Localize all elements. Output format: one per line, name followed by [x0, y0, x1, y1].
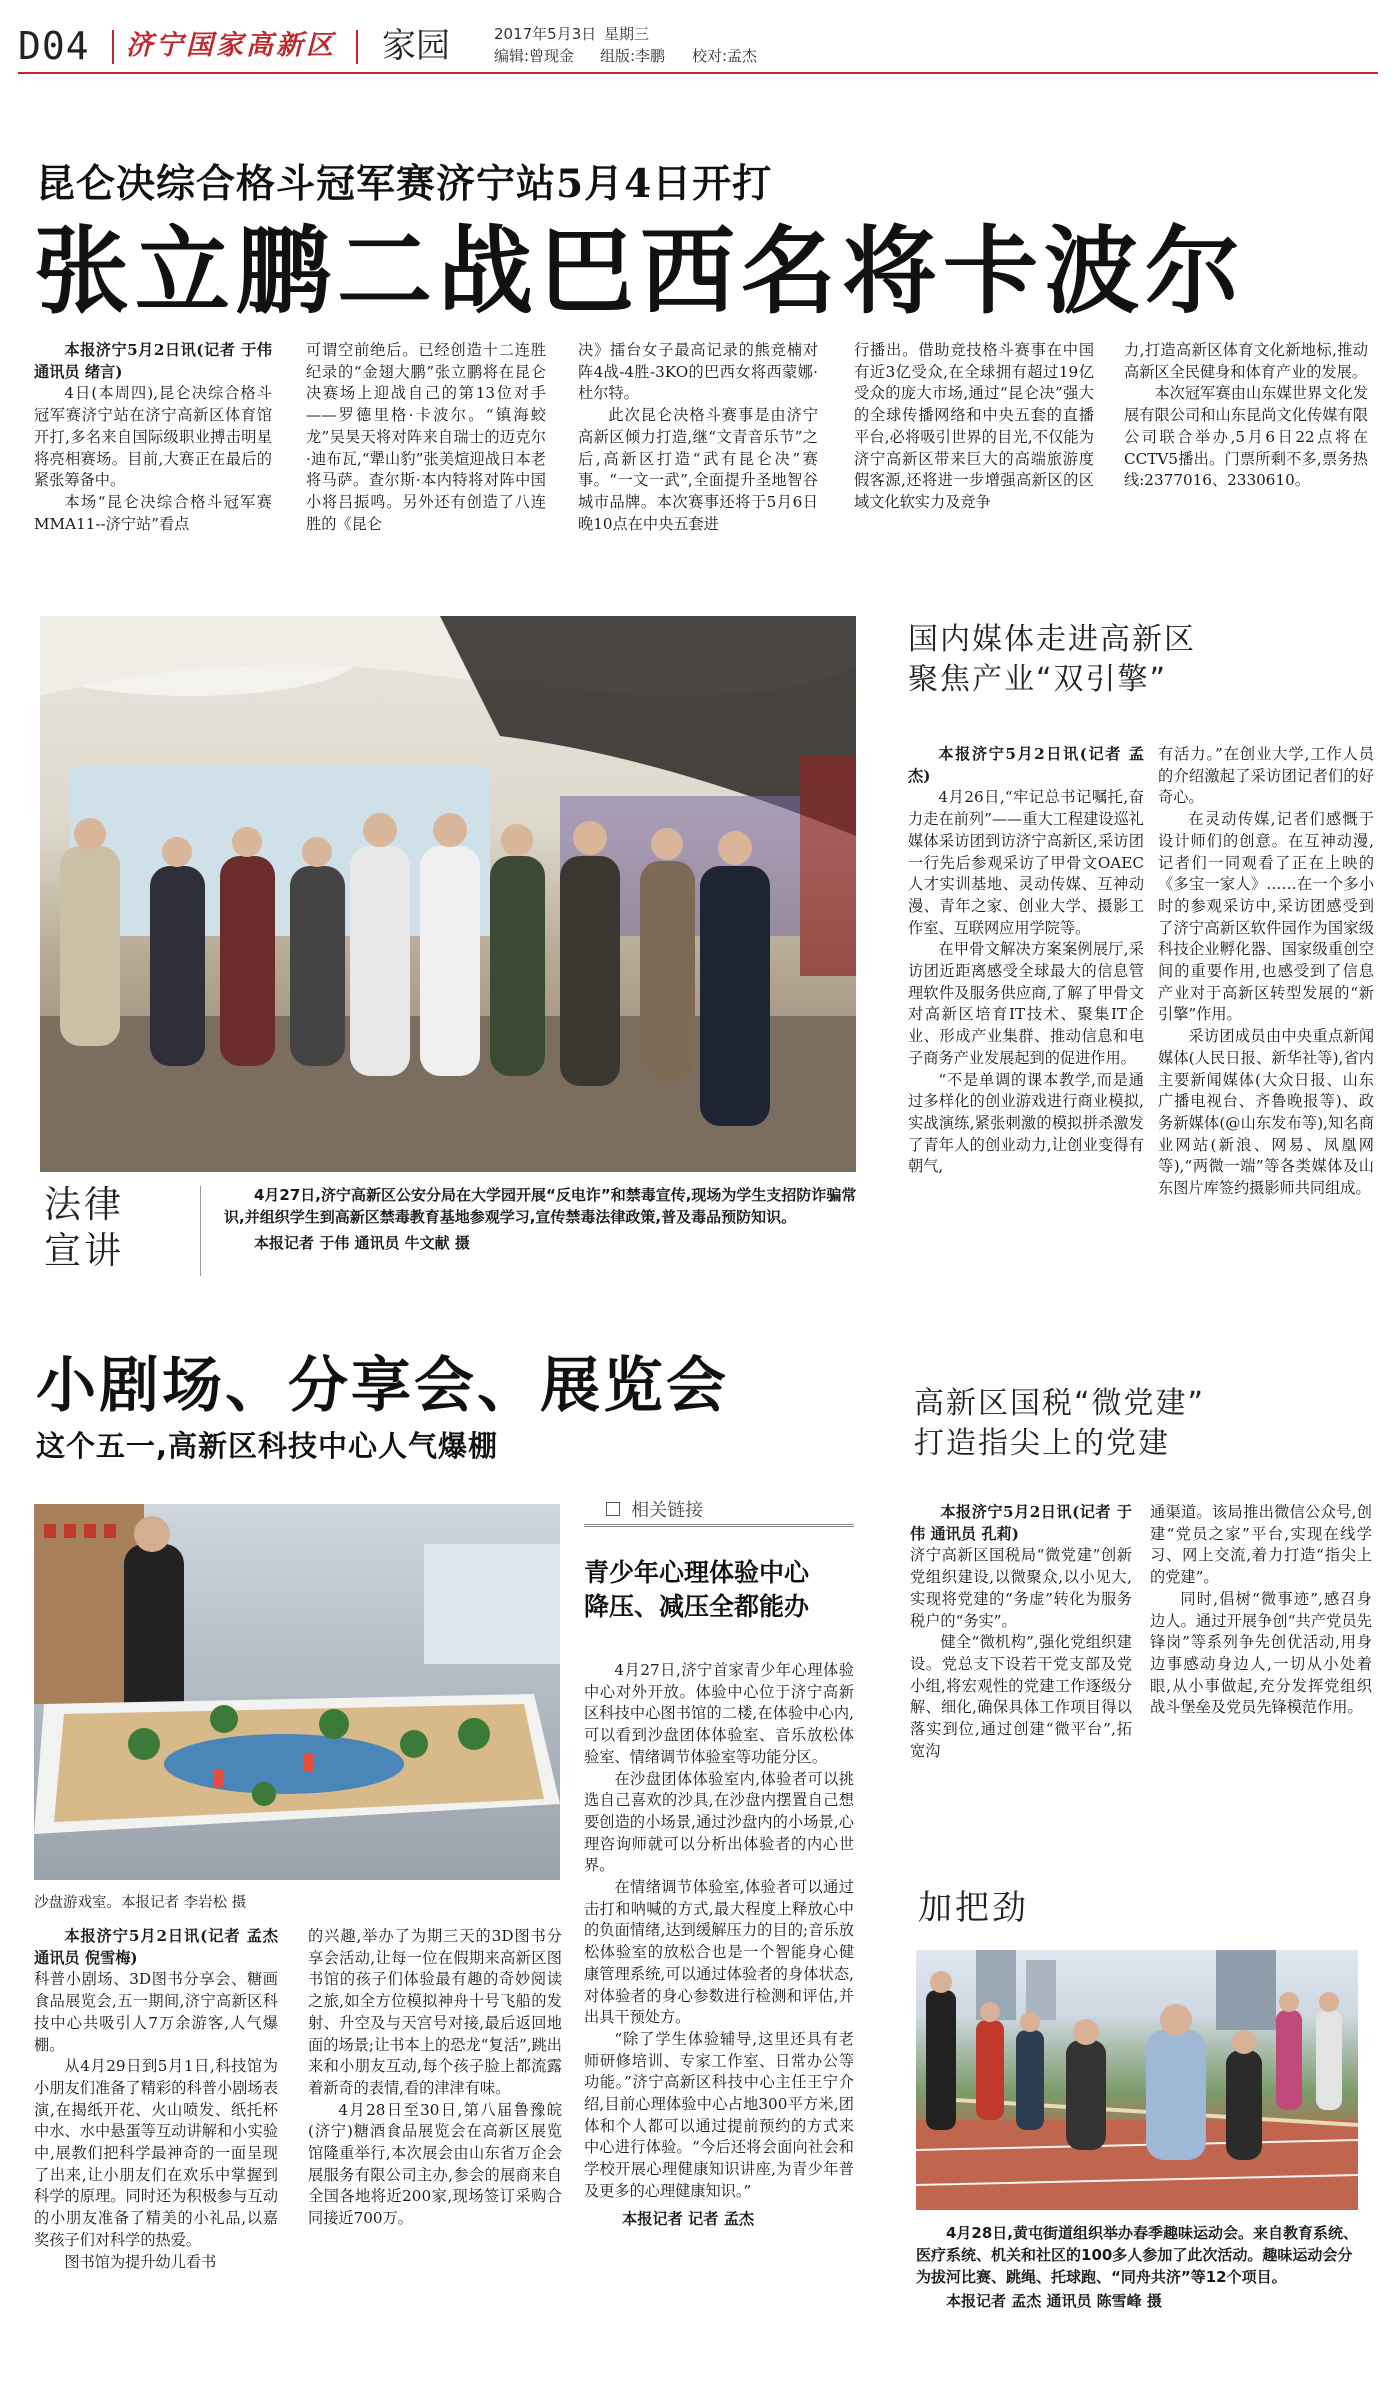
link-headline-line: 降压、减压全都能办 [584, 1592, 810, 1621]
kids-paragraph: 图书馆为提升幼儿看书 [64, 2252, 217, 2271]
tax-col-2 [1150, 1502, 1372, 1719]
kids-dateline: 本报济宁5月2日讯(记者 孟杰 通讯员 倪雪梅) [34, 1927, 278, 1967]
photo-scene [40, 616, 856, 1172]
lead-kicker: 昆仑决综合格斗冠军赛济宁站5月4日开打 [36, 161, 773, 207]
link-paragraph: “除了学生体验辅导,这里还具有老师研修培训、专家工作室、日常办公等功能。”济宁高新区科技中心主任王宁介绍,目前心理体验中心占地300平方米,团体和个人都可以通过提前预约的方式来中心进行体验。“今后还将会面向社会和学校开展心理健康知识讲座,为青少年普及更多的心理健康知识。” [584, 2029, 854, 2200]
masthead-rule [18, 72, 1378, 74]
issue-weekday: 星期三 [604, 25, 650, 43]
sandbox-caption: 沙盘游戏室。本报记者 李岩松 摄 [34, 1895, 247, 1911]
lead-paragraph: 本次冠军赛由山东媒世界文化发展有限公司和山东昆尚文化传媒有限公司联合举办,5月6日22点将在CCTV5播出。门票所剩不多,票务热线:2377016、2330610。 [1124, 384, 1368, 490]
lead-col-5 [1124, 340, 1368, 492]
media-headline-line-2: 聚焦产业“双引擎” [908, 662, 1168, 697]
tax-paragraph: 同时,倡树“微事迹”,感召身边人。通过开展争创“共产党员先锋岗”等系列争先创优活动,用身边事感动身边人,一切从小处着眼,从小事做起,充分发挥党组织战斗堡垒及党员先锋模范作用。 [1150, 1589, 1372, 1717]
lead-paragraph: 4日(本周四),昆仑决综合格斗冠军赛济宁站在济宁高新区体育馆开打,多名来自国际级职业搏击明星将亮相赛场。目前,大赛正在最后的紧张筹备中。 [34, 384, 272, 490]
tax-paragraph: 济宁高新区国税局“微党建”创新党组织建设,以微聚众,以小见大,实现将党建的“务虚”转化为服务税户的“务实”。 [910, 1546, 1132, 1630]
lead-dateline: 本报济宁5月2日讯(记者 于伟 通讯员 绪言) [34, 341, 272, 381]
lead-headline: 张立鹏二战巴西名将卡波尔 [34, 217, 1247, 327]
photo-scene [34, 1504, 560, 1880]
legal-education-photo [40, 616, 856, 1172]
media-paragraph: 在灵动传媒,记者们感慨于设计师们的创意。在互神动漫,记者们一同观看了正在上映的《多宝一家人》……在一个多小时的参观采访中,采访团感受到了济宁高新区软件园作为国家级科技企业孵化器、国家级重创空间的重要作用,也感受到了信息产业对于高新区转型发展的“新引擎”作用。 [1158, 810, 1374, 1024]
sandbox-photo [34, 1504, 560, 1880]
legal-label-divider [200, 1186, 201, 1276]
masthead-divider-2 [356, 30, 358, 64]
section-name: 家园 [382, 26, 450, 66]
layout-credit: 组版:李鹏 [600, 47, 666, 65]
tax-col-1 [910, 1502, 1132, 1762]
paper-name: 济宁国家高新区 [126, 30, 336, 61]
link-paragraph: 在沙盘团体体验室内,体验者可以挑选自己喜欢的沙具,在沙盘内摆置自己想要创造的小场景,通过沙盘内的小场景,心理咨询师就可以分析出体验者的内心世界。 [584, 1769, 854, 1875]
link-paragraph: 在情绪调节体验室,体验者可以通过击打和呐喊的方式,最大程度上释放心中的负面情绪,达到缓解压力的目的;音乐放松体验室的放松合也是一个智能身心健康管理系统,可以通过体验者的身体状态,对体验者的身心参数进行检测和评估,并出具干预处方。 [584, 1878, 854, 2027]
photo-scene [916, 1950, 1358, 2210]
tax-headline-line-1: 高新区国税“微党建” [914, 1386, 1206, 1421]
tax-paragraph: 通渠道。该局推出微信公众号,创建“党员之家”平台,实现在线学习、网上交流,着力打造“指尖上的党建”。 [1150, 1503, 1372, 1587]
media-paragraph: 采访团成员由中央重点新闻媒体(人民日报、新华社等),省内主要新闻媒体(大众日报、山东广播电视台、齐鲁晚报等)、政务新媒体(@山东发布等),知名商业网站(新浪、网易、凤凰网等),“两微一端”等各类媒体及山东图片库签约摄影师共同组成。 [1158, 1027, 1374, 1198]
masthead [0, 0, 1394, 80]
kids-subhead: 这个五一,高新区科技中心人气爆棚 [36, 1429, 499, 1463]
tax-headline-line-2: 打造指尖上的党建 [914, 1426, 1170, 1461]
link-paragraph: 4月27日,济宁首家青少年心理体验中心对外开放。体验中心位于济宁高新区科技中心图书馆的二楼,在体验中心内,可以看到沙盘团体体验室、音乐放松体验室、情绪调节体验室等功能分区。 [584, 1661, 854, 1766]
legal-label-line: 宣讲 [44, 1229, 124, 1272]
kids-headline: 小剧场、分享会、展览会 [36, 1351, 729, 1421]
tug-of-war-photo [916, 1950, 1358, 2210]
kids-col-1 [34, 1926, 278, 2273]
lead-col-2 [306, 340, 546, 535]
kids-paragraph: 科普小剧场、3D图书分享会、糖画食品展览会,五一期间,济宁高新区科技中心共吸引人7万余游客,人气爆棚。 [34, 1970, 278, 2054]
related-link-header [584, 1496, 854, 1527]
proof-credit: 校对:孟杰 [692, 47, 758, 65]
lead-col-4 [854, 340, 1094, 514]
link-headline-line: 青少年心理体验中心 [584, 1558, 810, 1587]
lead-paragraph: 可谓空前绝后。已经创造十二连胜纪录的“金翅大鹏”张立鹏将在昆仑决赛场上迎战自己的第13位对手——罗德里格·卡波尔。“镇海蛟龙”吴昊天将对阵来自瑞士的迈克尔·迪布瓦,“犟山豹”张美煊迎战日本老将马萨。查尔斯·本内特将对阵中国小将吕振鸣。另外还有创造了八连胜的《昆仑 [306, 341, 546, 533]
media-headline-line-1: 国内媒体走进高新区 [908, 622, 1196, 657]
lead-paragraph: 决》擂台女子最高记录的熊竞楠对阵4战-4胜-3KO的巴西女将西蒙娜·杜尔特。 [578, 341, 818, 403]
kids-paragraph: 从4月29日到5月1日,科技馆为小朋友们准备了精彩的科普小剧场表演,在揭纸开花、火山喷发、纸托杯中水、水中悬蛋等互动讲解和小实验中,展教们把科学最神奇的一面呈现了出来,让小朋友们在欢乐中掌握到科学的原理。同时还为积极参与互动的小朋友准备了精美的小礼品,以嘉奖孩子们对科学的热爱。 [34, 2057, 278, 2249]
media-col-2 [1158, 744, 1374, 1200]
editor-credit: 编辑:曾现金 [494, 47, 575, 65]
link-box-headline [584, 1556, 809, 1624]
masthead-divider-1 [112, 30, 114, 64]
link-box-icon [606, 1502, 620, 1516]
lead-paragraph: 行播出。借助竞技格斗赛事在中国有近3亿受众,在全球拥有超过19亿受众的庞大市场,通过“昆仑决”强大的全球传播网络和中央五套的直播平台,必将吸引世界的目光,不仅能为济宁高新区带来巨大的高端旅游度假客源,还将进一步增强高新区的区域文化软实力及竞争 [854, 341, 1094, 511]
tax-dateline: 本报济宁5月2日讯(记者 于伟 通讯员 孔莉) [910, 1503, 1132, 1543]
legal-photo-label [44, 1182, 134, 1274]
page-code: D04 [18, 24, 90, 68]
link-box-body [584, 1660, 854, 2230]
media-paragraph: “不是单调的课本教学,而是通过多样化的创业游戏进行商业模拟,实战演练,紧张刺激的模拟拼杀激发了青年人的创业动力,让创业变得有朝气, [908, 1070, 1144, 1176]
lead-paragraph: 力,打造高新区体育文化新地标,推动高新区全民健身和体育产业的发展。 [1124, 341, 1368, 381]
sports-photo-caption [916, 2222, 1366, 2312]
media-paragraph: 在甲骨文解决方案案例展厅,采访团近距离感受全球最大的信息管理软件及服务供应商,了解了甲骨文对高新区培育IT技术、聚集IT企业、形成产业集群、推动信息和电子商务产业发展起到的促进作用。 [908, 940, 1144, 1067]
sports-photo-label: 加把劲 [918, 1888, 1029, 1928]
legal-photo-caption [224, 1184, 864, 1254]
kids-paragraph: 的兴趣,举办了为期三天的3D图书分享会活动,让每一位在假期来高新区图书馆的孩子们体验最有趣的奇妙阅读之旅,如全方位模拟神舟十号飞船的发射、升空及与天宫号对接,最后返回地面的场景;让书本上的恐龙“复活”,跳出来和小朋友互动,每个孩子脸上都流露着新奇的表情,看的津津有味。 [308, 1927, 562, 2097]
media-paragraph: 4月26日,“牢记总书记嘱托,奋力走在前列”——重大工程建设巡礼媒体采访团到访济宁高新区,采访团一行先后参观采访了甲骨文OAEC人才实训基地、灵动传媒、互神动漫、青年之家、创业大学、摄影工作室、互联网应用学院等。 [908, 788, 1144, 937]
tax-paragraph: 健全“微机构”,强化党组织建设。党总支下设若干党支部及党小组,将宏观性的党建工作逐级分解、细化,确保具体工作项目得以落实到位,通过创建“微平台”,拓宽沟 [910, 1633, 1132, 1760]
caption-text: 4月27日,济宁高新区公安分局在大学园开展“反电诈”和禁毒宣传,现场为学生支招防诈骗常识,并组织学生到高新区禁毒教育基地参观学习,宣传禁毒法律政策,普及毒品预防知识。 [224, 1186, 857, 1226]
caption-text: 4月28日,黄屯街道组织举办春季趣味运动会。来自教育系统、医疗系统、机关和社区的100多人参加了此次活动。趣味运动会分为拔河比赛、跳绳、托球跑、“同舟共济”等12个项目。 [916, 2224, 1359, 2286]
issue-date: 2017年5月3日 [494, 25, 597, 43]
kids-col-2 [308, 1926, 562, 2230]
lead-col-3 [578, 340, 818, 535]
legal-label-line: 法律 [44, 1183, 124, 1226]
link-credit: 本报记者 记者 孟杰 [622, 2209, 755, 2228]
lead-paragraph: 本场“昆仑决综合格斗冠军赛MMA11--济宁站”看点 [34, 492, 272, 533]
media-paragraph: 有活力。”在创业大学,工作人员的介绍激起了采访团记者们的好奇心。 [1158, 745, 1374, 807]
photo-credit: 本报记者 孟杰 通讯员 陈雪峰 摄 [946, 2292, 1162, 2310]
media-dateline: 本报济宁5月2日讯(记者 孟杰) [908, 745, 1144, 785]
lead-col-1 [34, 340, 272, 535]
link-box-label: 相关链接 [631, 1500, 704, 1521]
photo-credit: 本报记者 于伟 通讯员 牛文献 摄 [254, 1234, 470, 1252]
kids-paragraph: 4月28日至30日,第八届鲁豫皖(济宁)糖酒食品展览会在高新区展览馆隆重举行,本次展会由山东省万企会展服务有限公司主办,参会的展商来自全国各地将近200家,现场签订采购合同接近700万。 [308, 2100, 562, 2228]
lead-paragraph: 此次昆仑决格斗赛事是由济宁高新区倾力打造,继“文青音乐节”之后,高新区打造“武有昆仑决”赛事。“一文一武”,全面提升圣地智谷城市品牌。本次赛事还将于5月6日晚10点在中央五套进 [578, 406, 818, 533]
media-col-1 [908, 744, 1144, 1178]
